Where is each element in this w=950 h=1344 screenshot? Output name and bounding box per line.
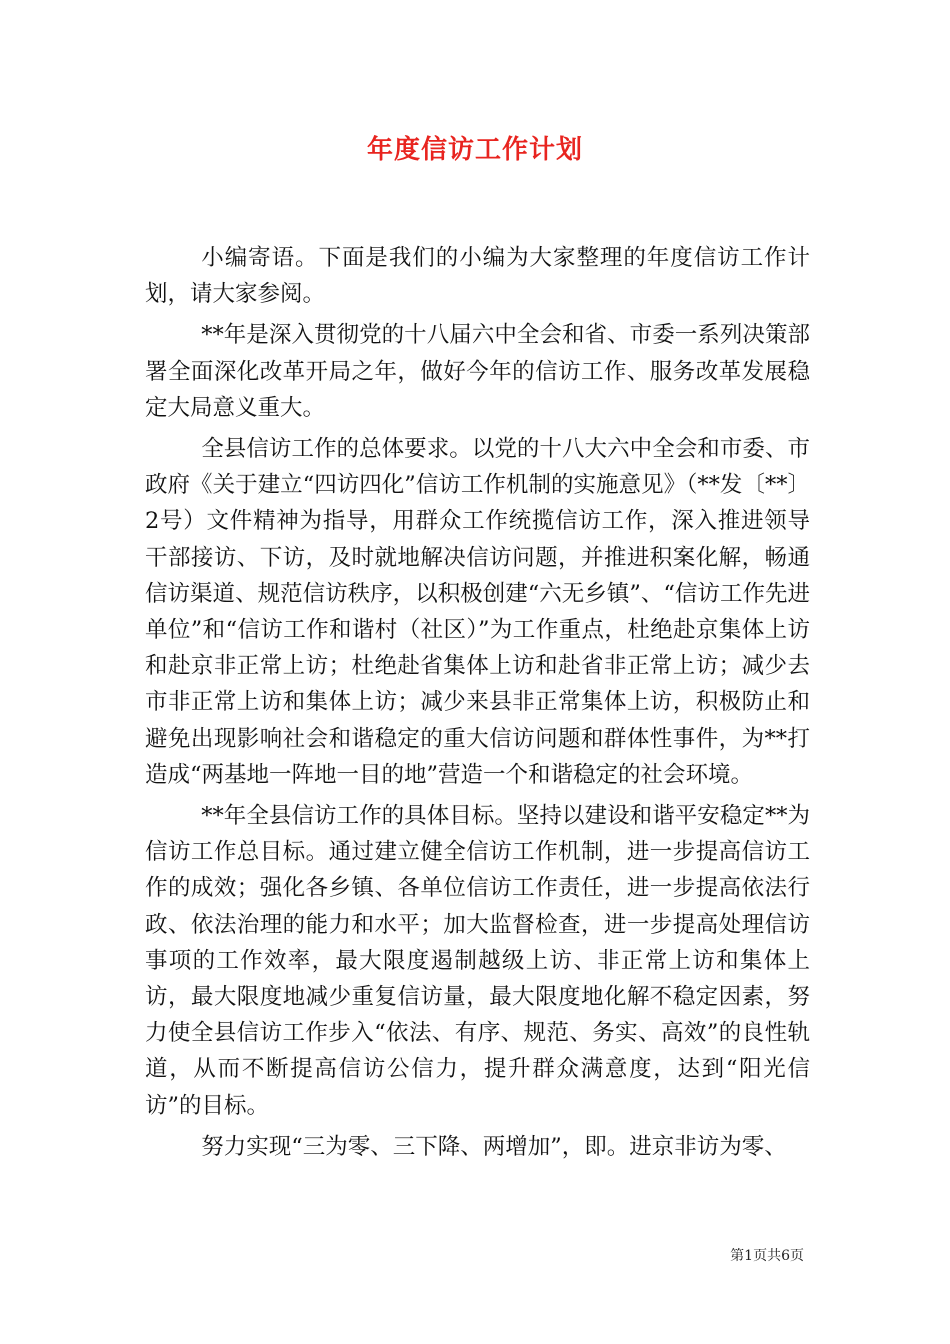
paragraph: **年全县信访工作的具体目标。坚持以建设和谐平安稳定**为信访工作总目标。通过建立健全信访工作机制，进一步提高信访工作的成效；强化各乡镇、各单位信访工作责任，进一步提高依法行政、依法治理的能力和水平；加大监督检查，进一步提高处理信访事项的工作效率，最大限度遏制越级上访、非正常上访和集体上访，最大限度地减少重复信访量，最大限度地化解不稳定因素，努力使全县信访工作步入“依法、有序、规范、务实、高效”的良性轨道，从而不断提高信访公信力，提升群众满意度，达到“阳光信访”的目标。 [145, 803, 810, 1119]
paragraph: 小编寄语。下面是我们的小编为大家整理的年度信访工作计划，请大家参阅。 [145, 245, 810, 308]
page-number: 第1页共6页 [730, 1248, 804, 1264]
document-body [145, 240, 810, 1170]
document-title: 年度信访工作计划 [366, 135, 583, 165]
paragraph: 全县信访工作的总体要求。以党的十八大六中全会和市委、市政府《关于建立“四访四化”信访工作机制的实施意见》（**发〔**〕2号）文件精神为指导，用群众工作统揽信访工作，深入推进领导干部接访、下访，及时就地解决信访问题，并推进积案化解，畅通信访渠道、规范信访秩序，以积极创建“六无乡镇”、“信访工作先进单位”和“信访工作和谐村（社区）”为工作重点，杜绝赴京集体上访和赴京非正常上访；杜绝赴省集体上访和赴省非正常上访；减少去市非正常上访和集体上访；减少来县非正常集体上访，积极防止和避免出现影响社会和谐稳定的重大信访问题和群体性事件，为**打造成“两基地一阵地一目的地”营造一个和谐稳定的社会环境。 [145, 436, 810, 788]
paragraph: 努力实现“三为零、三下降、两增加”，即。进京非访为零、 [201, 1133, 787, 1160]
paragraph: **年是深入贯彻党的十八届六中全会和省、市委一系列决策部署全面深化改革开局之年，做好今年的信访工作、服务改革发展稳定大局意义重大。 [145, 322, 810, 421]
